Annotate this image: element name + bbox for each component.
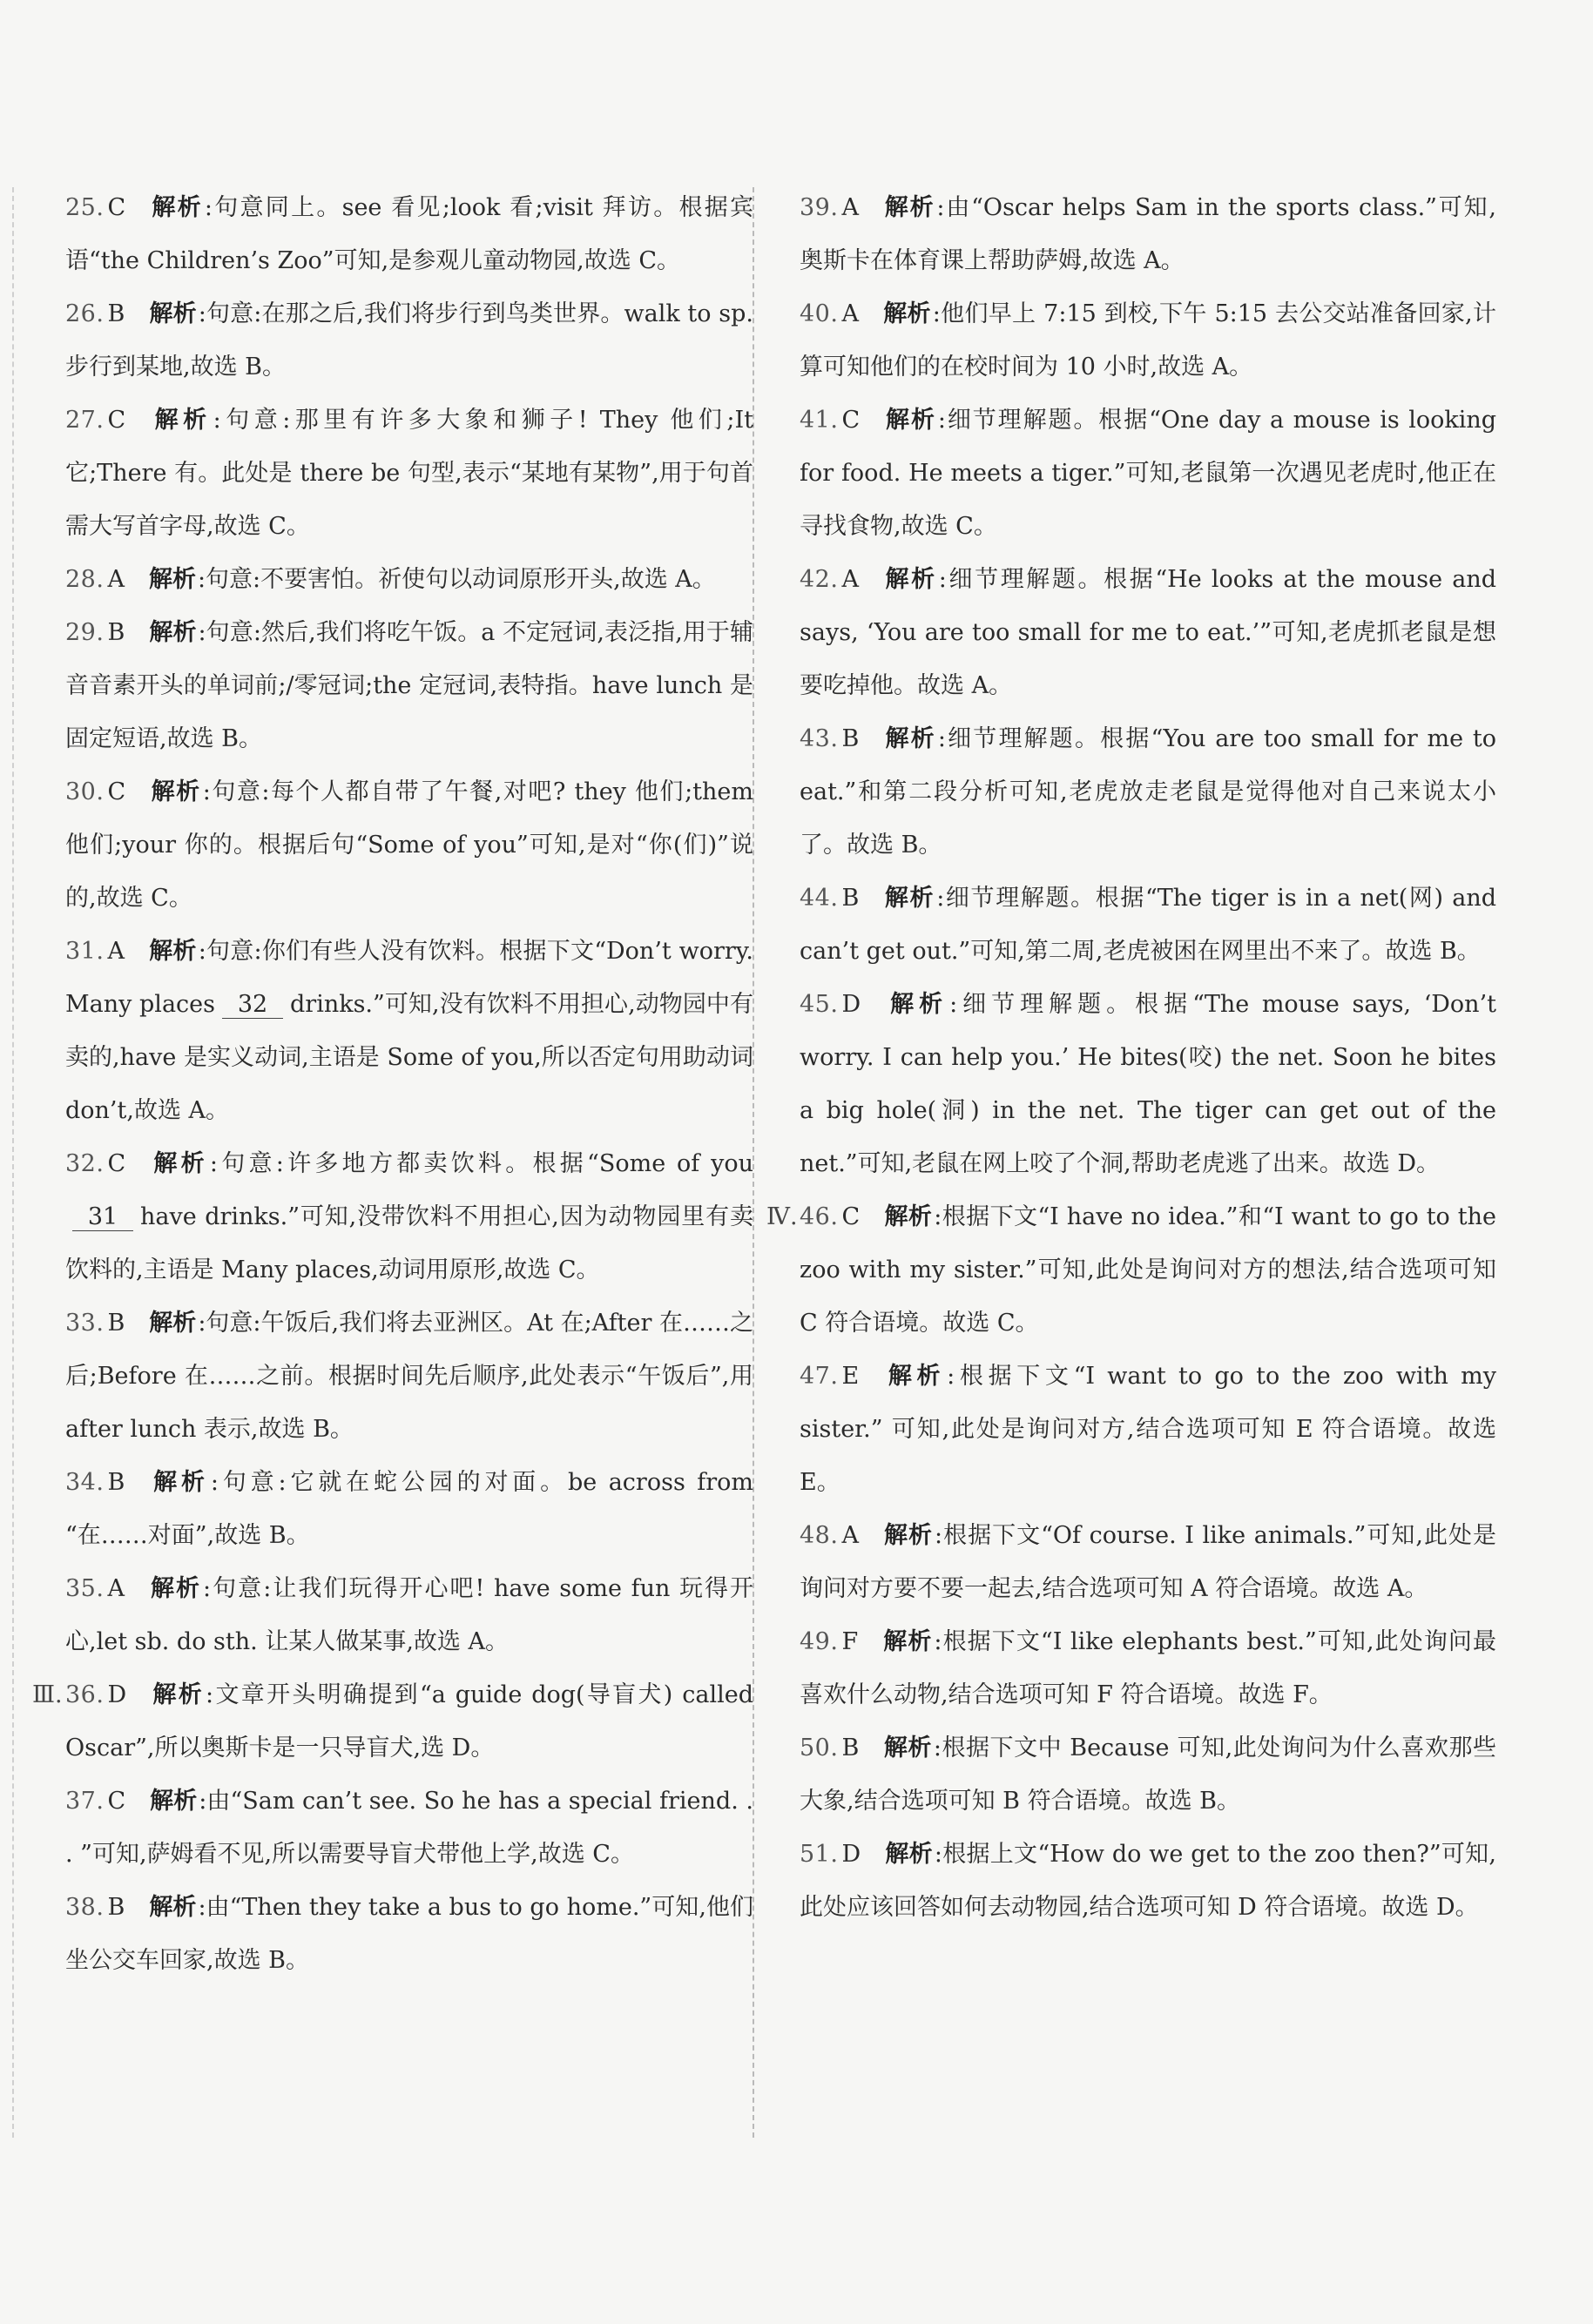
analysis-text: :细节理解题。根据“The tiger is in a net(网) and can’t get out.”可知,第二周,老虎被困在网里出不来了。故选 B。 bbox=[800, 885, 1497, 965]
question-number: 40. bbox=[800, 300, 839, 327]
analysis-label: 解析 bbox=[148, 1575, 202, 1602]
answer-letter: B bbox=[841, 885, 860, 912]
answer-item bbox=[800, 287, 1496, 394]
analysis-label: 解析 bbox=[885, 991, 948, 1018]
question-number: 44. bbox=[800, 885, 839, 912]
answer-item bbox=[65, 1775, 753, 1881]
answer-letter: B bbox=[107, 619, 125, 646]
answer-letter: B bbox=[107, 1469, 125, 1496]
answer-letter: E bbox=[841, 1363, 860, 1390]
answer-letter: C bbox=[107, 407, 126, 434]
analysis-label: 解析 bbox=[149, 1310, 197, 1337]
question-number: 33. bbox=[65, 1310, 105, 1337]
section-marker: Ⅳ. bbox=[766, 1203, 798, 1230]
analysis-text: :根据下文“I have no idea.”和“I want to go to the zoo with my sister.”可知,此处是询问对方的想法,结合选项可知 C 符合语境。故选 C。 bbox=[800, 1203, 1496, 1337]
analysis-label: 解析 bbox=[150, 194, 203, 221]
answer-item bbox=[65, 181, 753, 287]
analysis-text: :由“Oscar helps Sam in the sports class.”可知,奥斯卡在体育课上帮助萨姆,故选 A。 bbox=[800, 194, 1497, 274]
question-number: 48. bbox=[800, 1522, 839, 1549]
analysis-text: :句意:然后,我们将吃午饭。a 不定冠词,表泛指,用于辅音音素开头的单词前;/零冠词;the 定冠词,表特指。have lunch 是固定短语,故选 B。 bbox=[65, 619, 753, 752]
analysis-text: :细节理解题。根据“The mouse says, ‘Don’t worry. I can help you.’ He bites(咬) the net. Soon he bites a big hole(洞) in the net. The tiger can get out of the net.”可知,老鼠在网上咬了个洞,帮助老虎逃了出来。故选 D。 bbox=[800, 991, 1496, 1177]
analysis-label: 解析 bbox=[882, 1628, 933, 1655]
analysis-label: 解析 bbox=[882, 1522, 933, 1549]
analysis-label: 解析 bbox=[149, 619, 197, 646]
answer-item bbox=[65, 1562, 753, 1668]
answer-item bbox=[65, 394, 753, 553]
answer-letter: A bbox=[107, 938, 125, 965]
analysis-label: 解析 bbox=[882, 300, 931, 327]
answer-item bbox=[65, 553, 753, 606]
analysis-text: :句意:在那之后,我们将步行到鸟类世界。walk to sp. 步行到某地,故选 B。 bbox=[65, 300, 753, 381]
question-number: 51. bbox=[800, 1841, 839, 1868]
analysis-label: 解析 bbox=[883, 885, 935, 912]
analysis-text: :由“Then they take a bus to go home.”可知,他们坐公交车回家,故选 B。 bbox=[65, 1894, 754, 1974]
question-number: 26. bbox=[65, 300, 105, 327]
answer-letter: A bbox=[841, 566, 859, 593]
question-number: 38. bbox=[65, 1894, 105, 1921]
analysis-text: have drinks.”可知,没带饮料不用担心,因为动物园里有卖饮料的,主语是 Many places,动词用原形,故选 C。 bbox=[65, 1203, 753, 1283]
answer-letter: A bbox=[107, 1575, 125, 1602]
question-number: 28. bbox=[65, 566, 105, 593]
analysis-label: 解析 bbox=[148, 566, 196, 593]
answer-item bbox=[65, 1456, 753, 1562]
analysis-text: :细节理解题。根据“One day a mouse is looking for food. He meets a tiger.”可知,老鼠第一次遇见老虎时,他正在寻找食物,故选 C。 bbox=[800, 407, 1497, 540]
question-number: 43. bbox=[800, 725, 839, 752]
analysis-text: :句意:它就在蛇公园的对面。be across from “在……对面”,故选 B。 bbox=[65, 1469, 753, 1549]
left-column bbox=[32, 181, 754, 1987]
answer-letter: B bbox=[107, 300, 125, 327]
question-number: 45. bbox=[800, 991, 839, 1018]
analysis-text: :句意:你们有些人没有饮料。根据下文“Don’t worry. Many places bbox=[65, 938, 754, 1018]
answer-item bbox=[65, 1137, 753, 1297]
analysis-text: :细节理解题。根据“He looks at the mouse and says, ‘You are too small for me to eat.’”可知,老虎抓老鼠是想要吃掉他。故选 A。 bbox=[800, 566, 1497, 699]
analysis-text: :文章开头明确提到“a guide dog(导盲犬) called Oscar”,所以奥斯卡是一只导盲犬,选 D。 bbox=[65, 1681, 753, 1762]
question-number: 39. bbox=[800, 194, 839, 221]
answer-letter: B bbox=[841, 725, 860, 752]
analysis-label: 解析 bbox=[885, 1841, 933, 1868]
question-number: 47. bbox=[800, 1363, 839, 1390]
answer-item bbox=[800, 1350, 1496, 1509]
analysis-text: :根据上文“How do we get to the zoo then?”可知,此处应该回答如何去动物园,结合选项可知 D 符合语境。故选 D。 bbox=[800, 1841, 1496, 1921]
answer-letter: B bbox=[107, 1894, 125, 1921]
answer-item bbox=[800, 394, 1496, 553]
analysis-label: 解析 bbox=[150, 1788, 198, 1815]
answer-item bbox=[65, 606, 753, 765]
answer-letter: A bbox=[841, 1522, 859, 1549]
answer-letter: C bbox=[841, 1203, 861, 1230]
answer-letter: D bbox=[841, 991, 861, 1018]
analysis-label: 解析 bbox=[149, 300, 197, 327]
question-number: 35. bbox=[65, 1575, 105, 1602]
analysis-label: 解析 bbox=[149, 1894, 197, 1921]
analysis-label: 解析 bbox=[884, 407, 936, 434]
answer-item bbox=[800, 712, 1496, 872]
analysis-text: drinks.”可知,没有饮料不用担心,动物园中有卖的,have 是实义动词,主语是 Some of you,所以否定句用助动词 don’t,故选 A。 bbox=[65, 991, 753, 1124]
answer-letter: A bbox=[841, 300, 859, 327]
answer-item bbox=[65, 1881, 753, 1987]
answer-letter: C bbox=[107, 1150, 126, 1177]
question-number: 30. bbox=[65, 778, 105, 805]
analysis-label: 解析 bbox=[882, 194, 935, 221]
answer-item bbox=[800, 1828, 1496, 1934]
answer-letter: D bbox=[841, 1841, 861, 1868]
right-column bbox=[766, 181, 1497, 1934]
answer-item bbox=[800, 1615, 1496, 1721]
analysis-label: 解析 bbox=[149, 1469, 209, 1496]
answer-item bbox=[65, 1297, 753, 1456]
analysis-text: :句意:午饭后,我们将去亚洲区。At 在;After 在……之后;Before 在……之前。根据时间先后顺序,此处表示“午饭后”,用 after lunch 表示,故选 B。 bbox=[65, 1310, 754, 1443]
blank-reference: 32 bbox=[222, 992, 283, 1019]
answer-item bbox=[800, 553, 1496, 712]
answer-item bbox=[800, 1721, 1496, 1828]
question-number: 25. bbox=[65, 194, 105, 221]
answer-item bbox=[65, 765, 753, 925]
question-number: 27. bbox=[65, 407, 105, 434]
question-number: 46. bbox=[800, 1203, 839, 1230]
analysis-label: 解析 bbox=[150, 407, 212, 434]
question-number: 41. bbox=[800, 407, 839, 434]
answer-letter: D bbox=[107, 1681, 127, 1708]
analysis-label: 解析 bbox=[882, 566, 937, 593]
answer-item bbox=[800, 872, 1496, 978]
answer-item bbox=[32, 1668, 753, 1775]
analysis-text: :根据下文“I like elephants best.”可知,此处询问最喜欢什么动物,结合选项可知 F 符合语境。故选 F。 bbox=[800, 1628, 1496, 1708]
answer-letter: C bbox=[107, 778, 126, 805]
analysis-text: :句意:不要害怕。祈使句以动词原形开头,故选 A。 bbox=[197, 566, 716, 593]
question-number: 50. bbox=[800, 1735, 839, 1762]
analysis-text: :句意:每个人都自带了午餐,对吧? they 他们;them 他们;your 你的。根据后句“Some of you”可知,是对“你(们)”说的,故选 C。 bbox=[65, 778, 753, 912]
answer-item bbox=[800, 978, 1496, 1190]
section-marker: Ⅲ. bbox=[32, 1681, 63, 1708]
left-margin-rule bbox=[12, 187, 14, 2138]
analysis-label: 解析 bbox=[148, 938, 197, 965]
analysis-label: 解析 bbox=[883, 725, 936, 752]
question-number: 34. bbox=[65, 1469, 105, 1496]
question-number: 37. bbox=[65, 1788, 105, 1815]
analysis-label: 解析 bbox=[884, 1203, 933, 1230]
answer-letter: A bbox=[107, 566, 125, 593]
question-number: 49. bbox=[800, 1628, 839, 1655]
answer-item bbox=[65, 925, 753, 1137]
analysis-text: :根据下文“Of course. I like animals.”可知,此处是询问对方要不要一起去,结合选项可知 A 符合语境。故选 A。 bbox=[800, 1522, 1496, 1602]
question-number: 31. bbox=[65, 938, 105, 965]
answer-letter: B bbox=[841, 1735, 860, 1762]
analysis-text: :细节理解题。根据“You are too small for me to eat.”和第二段分析可知,老虎放走老鼠是觉得他对自己来说太小了。故选 B。 bbox=[800, 725, 1496, 859]
analysis-text: :根据下文“I want to go to the zoo with my sister.” 可知,此处是询问对方,结合选项可知 E 符合语境。故选 E。 bbox=[800, 1363, 1497, 1496]
answer-letter: C bbox=[107, 194, 126, 221]
answer-letter: B bbox=[107, 1310, 125, 1337]
answer-item bbox=[800, 1509, 1496, 1615]
blank-reference: 31 bbox=[72, 1204, 133, 1231]
question-number: 36. bbox=[65, 1681, 105, 1708]
question-number: 42. bbox=[800, 566, 839, 593]
analysis-label: 解析 bbox=[150, 1150, 208, 1177]
answer-letter: C bbox=[841, 407, 861, 434]
analysis-text: :根据下文中 Because 可知,此处询问为什么喜欢那些大象,结合选项可知 B 符合语境。故选 B。 bbox=[800, 1735, 1497, 1815]
analysis-text: :句意:让我们玩得开心吧! have some fun 玩得开心,let sb. do sth. 让某人做某事,故选 A。 bbox=[65, 1575, 754, 1655]
question-number: 32. bbox=[65, 1150, 105, 1177]
analysis-label: 解析 bbox=[883, 1735, 932, 1762]
question-number: 29. bbox=[65, 619, 105, 646]
analysis-text: :由“Sam can’t see. So he has a special friend. . . ”可知,萨姆看不见,所以需要导盲犬带他上学,故选 C。 bbox=[65, 1788, 753, 1868]
answer-letter: C bbox=[107, 1788, 126, 1815]
answer-letter: A bbox=[841, 194, 859, 221]
answer-item bbox=[766, 1190, 1496, 1350]
answer-letter: F bbox=[841, 1628, 859, 1655]
analysis-label: 解析 bbox=[151, 1681, 205, 1708]
analysis-text: :他们早上 7:15 到校,下午 5:15 去公交站准备回家,计算可知他们的在校时间为 10 小时,故选 A。 bbox=[800, 300, 1497, 381]
analysis-label: 解析 bbox=[150, 778, 201, 805]
analysis-text: :句意:许多地方都卖饮料。根据“Some of you bbox=[209, 1150, 754, 1177]
answer-item bbox=[65, 287, 753, 394]
analysis-text: :句意同上。see 看见;look 看;visit 拜访。根据宾语“the Children’s Zoo”可知,是参观儿童动物园,故选 C。 bbox=[65, 194, 753, 274]
analysis-label: 解析 bbox=[883, 1363, 946, 1390]
answer-item bbox=[800, 181, 1496, 287]
analysis-text: :句意:那里有许多大象和狮子! They 他们;It 它;There 有。此处是 there be 句型,表示“某地有某物”,用于句首需大写首字母,故选 C。 bbox=[65, 407, 754, 540]
